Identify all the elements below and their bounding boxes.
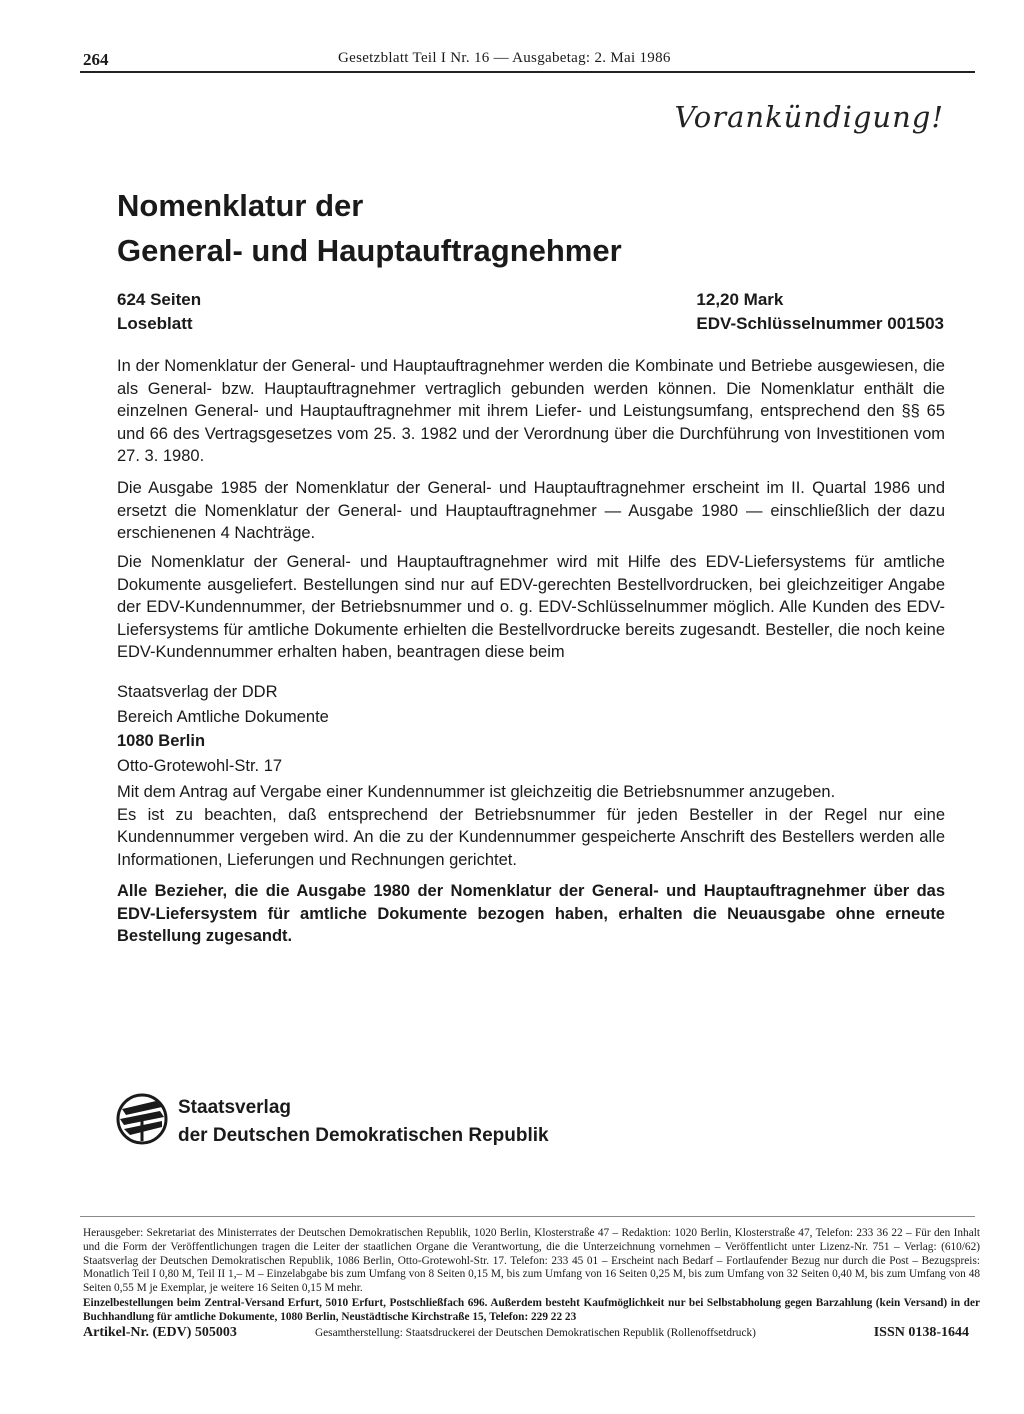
book-price: 12,20 Mark: [696, 290, 784, 309]
publisher-address: [117, 680, 329, 778]
staatsverlag-logo-icon: [116, 1093, 168, 1145]
book-title-line-1: Nomenklatur der: [117, 188, 364, 223]
publisher-line-2: der Deutschen Demokratischen Republik: [178, 1125, 549, 1146]
address-line-2: Bereich Amtliche Dokumente: [117, 707, 329, 726]
footer-orders: Einzelbestellungen beim Zentral-Versand Erfurt, 5010 Erfurt, Postschließfach 696. Außerdem besteht Kaufmöglichkeit nur bei Selbstabholung gegen Barzahlung (kein Versand) in der Buchhandlung für amtliche Dokumente, 1080 Berlin, Neustädtische Kirchstraße 15, Telefon: 229 22 23: [83, 1297, 980, 1323]
paragraph-2: Die Ausgabe 1985 der Nomenklatur der General- und Hauptauftragnehmer erscheint im II. Quartal 1986 und ersetzt die Nomenklatur der General- und Hauptauftragnehmer — Ausgabe 1980 — einschließlich der dazu erschienenen 4 Nachträge.: [117, 479, 945, 543]
paragraph-4-line-1: Mit dem Antrag auf Vergabe einer Kundennummer ist gleichzeitig die Betriebsnummer anzugeben.: [117, 783, 836, 801]
production-note: Gesamtherstellung: Staatsdruckerei der Deutschen Demokratischen Republik (Rollenoffsetdruck): [315, 1327, 756, 1339]
publisher-line-1: Staatsverlag: [178, 1097, 292, 1118]
book-pages: 624 Seiten: [117, 290, 202, 309]
footer-rule: [80, 1216, 975, 1217]
publisher-name: [178, 1094, 549, 1150]
paragraph-1: In der Nomenklatur der General- und Hauptauftragnehmer werden die Kombinate und Betriebe ausgewiesen, die als General- bzw. Hauptauftragnehmer vertraglich gebunden werden können. Die Nomenklatur enthält die einzelnen General- und Hauptauftragnehmer mit ihrem Liefer- und Leistungsumfang, entsprechend den §§ 65 und 66 des Vertragsgesetzes vom 25. 3. 1982 und der Verordnung über die Durchführung von Investitionen vom 27. 3. 1980.: [117, 357, 945, 466]
announcement-heading: Vorankündigung!: [674, 100, 944, 134]
paragraph-3: Die Nomenklatur der General- und Hauptauftragnehmer wird mit Hilfe des EDV-Liefersystems für amtliche Dokumente ausgeliefert. Bestellungen sind nur auf EDV-gerechten Bestellvordrucken, bei gleichzeitiger Angabe der EDV-Kundennummer, der Betriebsnummer und o. g. EDV-Schlüsselnummer möglich. Alle Kunden des EDV-Liefersystems für amtliche Dokumente erhielten die Bestellvordrucke bereits zugesandt. Besteller, die noch keine EDV-Kundennummer erhalten haben, beantragen diese beim: [117, 553, 945, 662]
footer-imprint: Herausgeber: Sekretariat des Ministerrates der Deutschen Demokratischen Republik, 1020 Berlin, Klosterstraße 47 – Redaktion: 1020 Berlin, Klosterstraße 47, Telefon: 233 36 22 – Für den Inhalt und die Form der Veröffentlichungen tragen die Leiter der staatlichen Organe die Verantwortung, die die Unterzeichnung vornehmen – Veröffentlicht unter Lizenz-Nr. 751 – Verlag: (610/62) Staatsverlag der Deutschen Demokratischen Republik, 1086 Berlin, Otto-Grotewohl-Str. 17. Telefon: 233 45 01 – Erscheint nach Bedarf – Fortlaufender Bezug nur durch die Post – Bezugspreis: Monatlich Teil I 0,80 M, Teil II 1,– M – Einzelabgabe bis zum Umfang von 8 Seiten 0,15 M, bis zum Umfang von 16 Seiten 0,25 M, bis zum Umfang von 32 Seiten 0,40 M, bis zum Umfang von 48 Seiten 0,55 M je Exemplar, je weitere 16 Seiten 0,15 M mehr.: [83, 1227, 980, 1295]
book-title-line-2: General- und Hauptauftragnehmer: [117, 233, 622, 268]
paragraph-4-rest: Es ist zu beachten, daß entsprechend der Betriebsnummer für jeden Besteller in der Regel nur eine Kundennummer vergeben wird. An die zu der Kundennummer gespeicherte Anschrift des Bestellers werden alle Informationen, Lieferungen und Rechnungen gerichtet.: [117, 805, 945, 869]
address-line-4: Otto-Grotewohl-Str. 17: [117, 756, 283, 775]
header-rule: [80, 71, 975, 73]
book-meta-right: [696, 288, 944, 336]
issn: ISSN 0138-1644: [873, 1325, 969, 1340]
book-key-number: EDV-Schlüsselnummer 001503: [696, 314, 944, 333]
gazette-header-title: Gesetzblatt Teil I Nr. 16 — Ausgabetag: 2. Mai 1986: [338, 50, 671, 66]
page-number: 264: [83, 50, 109, 69]
book-title: [117, 183, 622, 273]
article-number: Artikel-Nr. (EDV) 505003: [83, 1325, 237, 1340]
address-line-1: Staatsverlag der DDR: [117, 683, 278, 701]
paragraph-4: [117, 781, 945, 871]
paragraph-5-notice: Alle Bezieher, die die Ausgabe 1980 der Nomenklatur der General- und Hauptauftragnehmer über das EDV-Liefersystem für amtliche Dokumente bezogen haben, erhalten die Neuausgabe ohne erneute Bestellung zugesandt.: [117, 882, 945, 946]
book-meta-left: [117, 288, 201, 336]
address-line-3: 1080 Berlin: [117, 732, 206, 750]
book-format: Loseblatt: [117, 314, 193, 333]
